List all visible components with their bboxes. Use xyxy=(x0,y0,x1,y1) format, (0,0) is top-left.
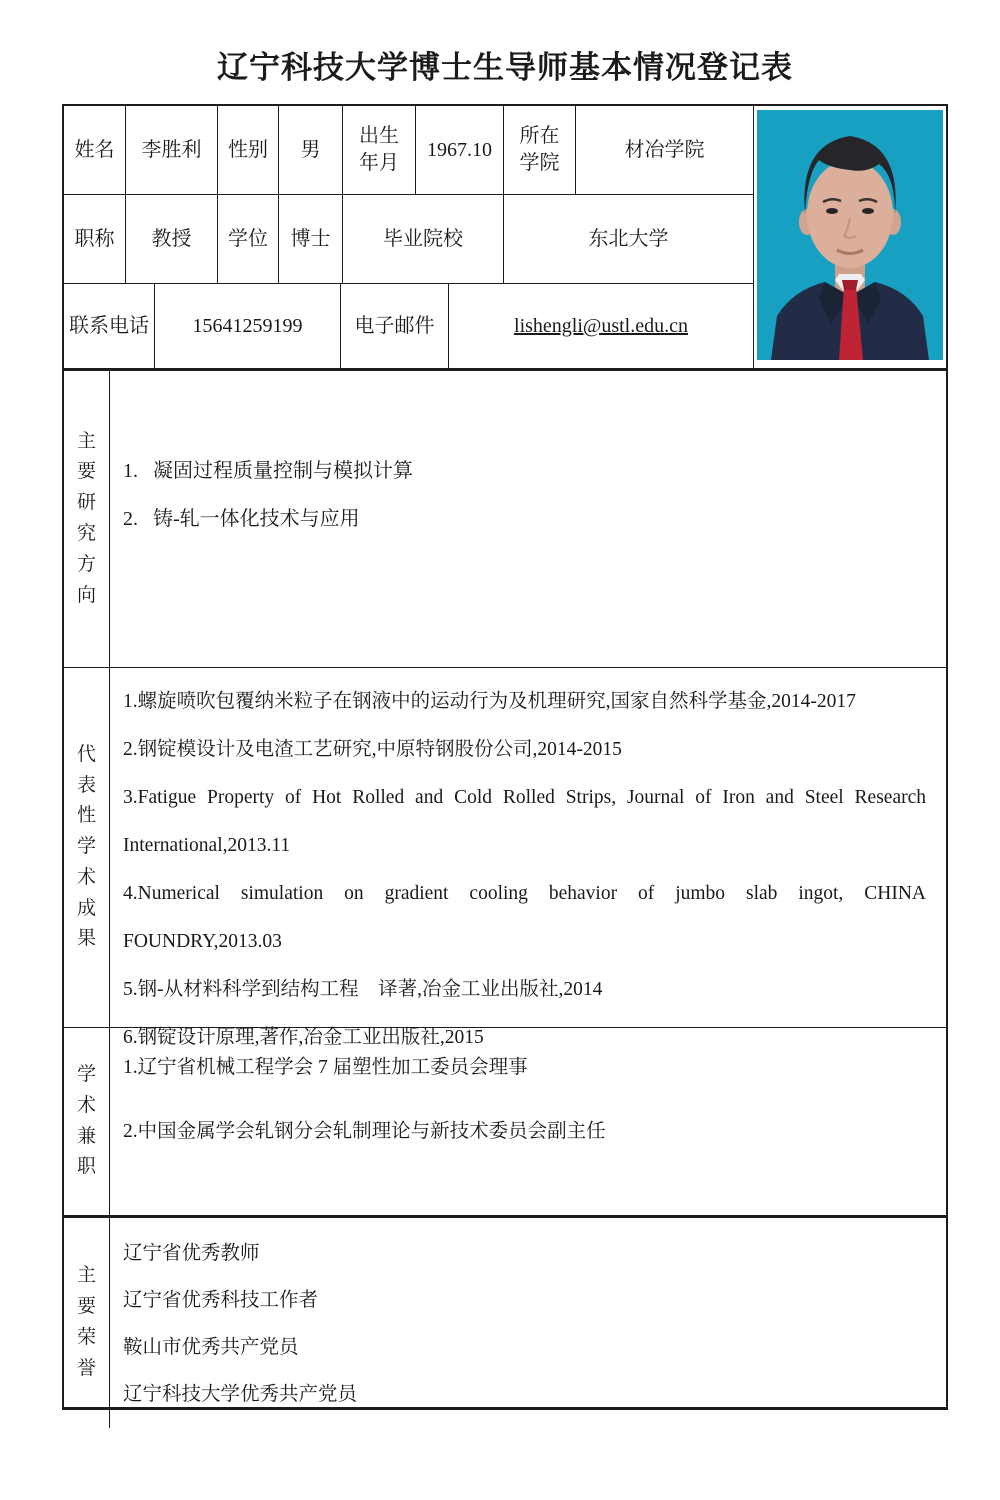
academic-positions-label: 学术兼职 xyxy=(76,1063,96,1178)
gender-value: 男 xyxy=(279,106,343,194)
academic-positions-header xyxy=(64,1028,110,1215)
basic-info-section xyxy=(64,106,946,371)
phone-label: 联系电话 xyxy=(64,284,155,368)
college-label-text: 所在学院 xyxy=(519,125,560,174)
list-item: 2.钢锭模设计及电渣工艺研究,中原特钢股份公司,2014-2015 xyxy=(123,739,622,760)
email-value xyxy=(449,284,753,368)
list-item: 6.钢锭设计原理,著作,冶金工业出版社,2015 xyxy=(123,1027,484,1048)
list-item: 2.中国金属学会轧钢分会轧制理论与新技术委员会副主任 xyxy=(123,1121,606,1142)
name-label: 姓名 xyxy=(64,106,126,194)
research-directions-header xyxy=(64,371,110,667)
research-directions-section xyxy=(64,371,946,668)
list-item: 辽宁省优秀教师 xyxy=(123,1243,260,1264)
honors-header xyxy=(64,1218,110,1428)
school-value: 东北大学 xyxy=(588,227,669,250)
birth-label xyxy=(343,106,416,194)
achievements-content xyxy=(110,668,946,1048)
email-label: 电子邮件 xyxy=(341,284,449,368)
degree-value: 博士 xyxy=(279,195,343,283)
achievements-section xyxy=(64,668,946,1048)
research-directions-content xyxy=(110,371,946,667)
list-item: 1.辽宁省机械工程学会 7 届塑性加工委员会理事 xyxy=(123,1057,528,1078)
birth-label-text: 出生年月 xyxy=(359,125,399,174)
gender-label: 性别 xyxy=(218,106,279,194)
list-item: 鞍山市优秀共产党员 xyxy=(123,1337,299,1358)
portrait-photo xyxy=(757,110,943,360)
list-item: 辽宁科技大学优秀共产党员 xyxy=(123,1384,358,1405)
college-value: 材冶学院 xyxy=(624,138,705,161)
name-value: 李胜利 xyxy=(126,106,218,194)
list-item: 5.钢-从材料科学到结构工程 译著,冶金工业出版社,2014 xyxy=(123,979,603,1000)
list-item: 3.Fatigue Property of Hot Rolled and Cold Rolled Strips, Journal of Iron and Steel Research International,2013.11 xyxy=(123,787,926,856)
school-label: 毕业院校 xyxy=(343,195,504,283)
list-item: 1. 凝固过程质量控制与模拟计算 xyxy=(123,460,413,482)
birth-value: 1967.10 xyxy=(416,106,504,194)
honors-section xyxy=(64,1218,946,1428)
phone-value: 15641259199 xyxy=(155,284,341,368)
list-item: 辽宁省优秀科技工作者 xyxy=(123,1290,319,1311)
table-row xyxy=(64,284,753,368)
list-item: 1.螺旋喷吹包覆纳米粒子在钢液中的运动行为及机理研究,国家自然科学基金,2014-2017 xyxy=(123,691,856,712)
academic-positions-content xyxy=(110,1028,946,1215)
list-item: 4.Numerical simulation on gradient cooling behavior of jumbo slab ingot, CHINA FOUNDRY,2013.03 xyxy=(123,883,926,952)
jobtitle-value: 教授 xyxy=(126,195,218,283)
achievements-header xyxy=(64,668,110,1027)
achievements-label: 代表性学术成果 xyxy=(76,743,96,950)
list-item: 2. 铸-轧一体化技术与应用 xyxy=(123,508,360,530)
table-row xyxy=(64,106,753,195)
academic-positions-section xyxy=(64,1028,946,1218)
registration-form-table xyxy=(62,104,948,1410)
research-directions-label: 主要研究方向 xyxy=(76,430,96,606)
honors-label: 主要荣誉 xyxy=(76,1265,96,1379)
photo-cell xyxy=(754,106,946,368)
jobtitle-label: 职称 xyxy=(64,195,126,283)
college-label xyxy=(504,106,576,194)
basic-info-grid xyxy=(64,106,754,368)
page-title: 辽宁科技大学博士生导师基本情况登记表 xyxy=(217,50,793,85)
table-row xyxy=(64,195,753,284)
email-link[interactable]: lishengli@ustl.edu.cn xyxy=(514,314,688,337)
degree-label: 学位 xyxy=(218,195,279,283)
honors-content xyxy=(110,1218,946,1428)
